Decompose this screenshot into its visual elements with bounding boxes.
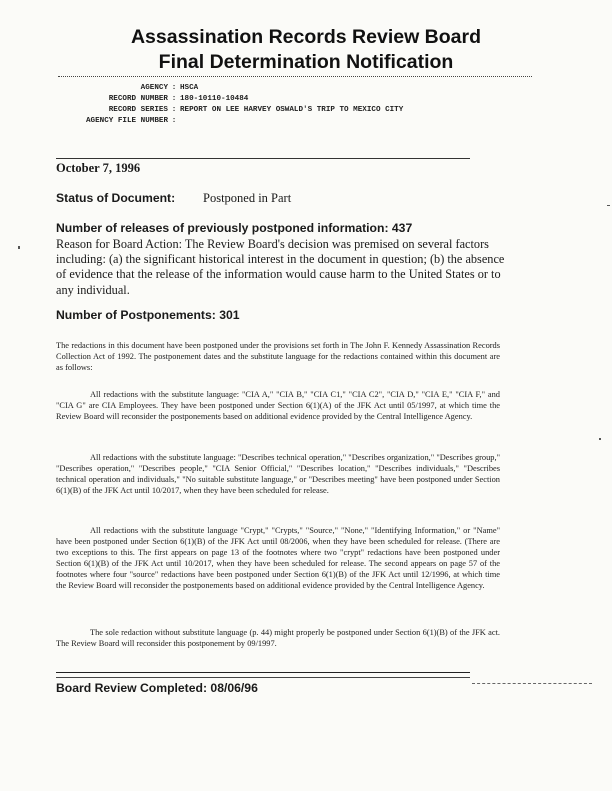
footer-dashed-line [472,683,592,684]
paragraph-cia-employees: All redactions with the substitute language: "CIA A," "CIA B," "CIA C1," "CIA C2", "CIA D," "CIA E," "CIA F," and "CIA G" are CIA Employees. They have been postponed under Section 6(1)(A) of the JFK Act until 05/1997, at which time the Review Board will reconsider the postponements based on additional evidence provided by the Central Intelligence Agency. [56,390,500,421]
dotted-separator [58,76,532,77]
paragraph-sole-redaction: The sole redaction without substitute language (p. 44) might properly be postponed under Section 6(1)(B) of the JFK act. The Review Board will reconsider this postponement by 09/1997. [56,628,500,648]
releases-label: Number of releases of previously postponed information: [56,221,389,235]
record-series-value: REPORT ON LEE HARVEY OSWALD'S TRIP TO MEXICO CITY [180,106,404,114]
date-rule [56,158,470,159]
postponements-value: 301 [219,308,240,322]
board-review-value: 08/06/96 [210,681,258,695]
footer-rule-bottom [56,677,470,678]
paragraph-descriptions: All redactions with the substitute language: "Describes technical operation," "Describes organization," "Describes group," "Describes operation," "Describes people," "CIA Senior Official," "Describes location," "Describes individuals," "Describes technical operation and individuals," "No suitable substitute language," or "Describes meeting" have been postponed under Section 6(1)(B) of the JFK Act until 10/2017, when they have been scheduled for release. [56,453,500,495]
board-review-label: Board Review Completed: [56,681,208,695]
record-series-row: RECORD SERIES : REPORT ON LEE HARVEY OSWALD'S TRIP TO MEXICO CITY [54,105,403,116]
record-number-value: 180-10110-10484 [180,95,249,103]
record-series-label: RECORD SERIES [108,106,168,114]
agency-file-row: AGENCY FILE NUMBER : [54,116,403,127]
paragraph-crypts: All redactions with the substitute language "Crypt," "Crypts," "Source," "None," "Identifying Information," or "Name" have been postponed under Section 6(1)(B) of the JFK Act until 08/2006, when they have been scheduled for release. (There are two exceptions to this. The first appears on page 13 of the footnotes where two "crypt" redactions have been postponed under Section 6(1)(B) of the JFK Act until 10/2017, when they have been scheduled for release. The second appears on page 57 of the footnotes where four "source" redactions have been postponed under Section 6(1)(B) of the JFK Act until 12/1996, at which time the Review Board will reconsider the postponements based on additional evidence provided by the Central Intelligence Agency. [56,526,500,590]
agency-row: AGENCY : HSCA [54,83,403,94]
page-subtitle: Final Determination Notification [158,51,454,73]
agency-value: HSCA [180,84,199,92]
footer-rule-top [56,672,470,673]
document-date: October 7, 1996 [56,161,141,175]
releases-heading [56,221,412,235]
status-value: Postponed in Part [203,191,292,205]
releases-value: 437 [391,221,413,235]
record-number-label: RECORD NUMBER [108,95,168,103]
scan-speck [599,438,601,440]
agency-label: AGENCY [140,84,168,92]
postponements-heading [56,308,240,322]
postponements-label: Number of Postponements: [56,308,216,322]
status-label: Status of Document: [56,191,176,205]
reason-paragraph: Reason for Board Action: The Review Board's decision was premised on several factors including: (a) the significant historical interest in the document in question; (b) the absence of evidence that the release of the information would cause harm to the United States or to any individual. [56,237,505,297]
agency-file-label: AGENCY FILE NUMBER [85,117,168,125]
record-metadata [54,83,403,127]
board-review-completed [56,681,258,695]
page-title: Assassination Records Review Board [130,26,482,48]
record-number-row: RECORD NUMBER : 180-10110-10484 [54,94,403,105]
scan-speck [607,205,610,206]
scan-speck [18,246,20,249]
paragraph-intro: The redactions in this document have been postponed under the provisions set forth in The John F. Kennedy Assassination Records Collection Act of 1992. The postponement dates and the substitute language for the redactions contained within this document are as follows: [56,341,500,372]
